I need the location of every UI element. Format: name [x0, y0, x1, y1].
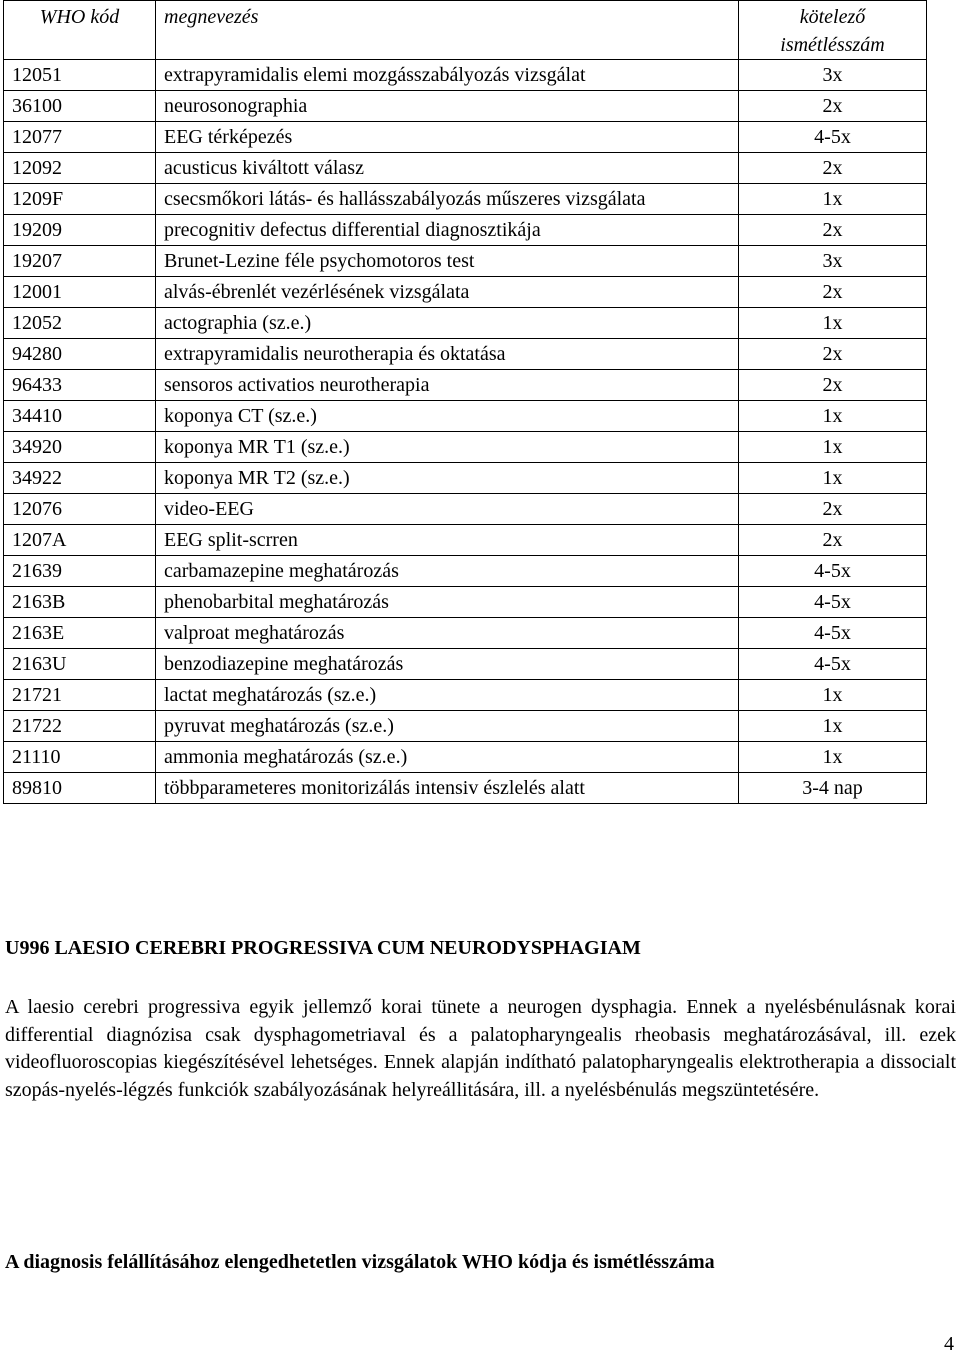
table-row [4, 680, 927, 711]
row-repeat-count: 1x [739, 401, 927, 432]
row-name: benzodiazepine meghatározás [156, 649, 739, 680]
row-repeat-count: 1x [739, 711, 927, 742]
table-row [4, 432, 927, 463]
row-name: neurosonographia [156, 91, 739, 122]
row-name: extrapyramidalis neurotherapia és oktatása [156, 339, 739, 370]
row-who-code: 12051 [4, 60, 156, 91]
table-row [4, 215, 927, 246]
row-who-code: 36100 [4, 91, 156, 122]
row-who-code: 21110 [4, 742, 156, 773]
row-repeat-count: 2x [739, 277, 927, 308]
row-name: ammonia meghatározás (sz.e.) [156, 742, 739, 773]
row-who-code: 2163B [4, 587, 156, 618]
row-repeat-count: 4-5x [739, 587, 927, 618]
table-row [4, 556, 927, 587]
row-repeat-count: 2x [739, 370, 927, 401]
row-name: többparameteres monitorizálás intensiv észlelés alatt [156, 773, 739, 804]
row-name: EEG térképezés [156, 122, 739, 153]
table-row [4, 742, 927, 773]
row-repeat-count: 1x [739, 742, 927, 773]
row-who-code: 94280 [4, 339, 156, 370]
table-row [4, 494, 927, 525]
row-who-code: 21722 [4, 711, 156, 742]
table-row [4, 60, 927, 91]
row-who-code: 12001 [4, 277, 156, 308]
row-who-code: 2163E [4, 618, 156, 649]
section-heading: U996 LAESIO CEREBRI PROGRESSIVA CUM NEURODYSPHAGIAM [5, 937, 641, 959]
who-code-table [3, 0, 927, 804]
row-name: extrapyramidalis elemi mozgásszabályozás vizsgálat [156, 60, 739, 91]
row-repeat-count: 4-5x [739, 122, 927, 153]
table-row [4, 153, 927, 184]
section-paragraph [5, 994, 956, 1104]
row-name: EEG split-scrren [156, 525, 739, 556]
row-repeat-count: 1x [739, 184, 927, 215]
header-name: megnevezés [156, 1, 739, 60]
table-row [4, 773, 927, 804]
row-who-code: 12052 [4, 308, 156, 339]
table-row [4, 339, 927, 370]
row-name: csecsmőkori látás- és hallásszabályozás műszeres vizsgálata [156, 184, 739, 215]
row-repeat-count: 2x [739, 153, 927, 184]
row-repeat-count: 4-5x [739, 649, 927, 680]
row-name: koponya CT (sz.e.) [156, 401, 739, 432]
table-header-row [4, 1, 927, 60]
table-row [4, 649, 927, 680]
row-name: phenobarbital meghatározás [156, 587, 739, 618]
row-repeat-count: 1x [739, 308, 927, 339]
row-repeat-count: 2x [739, 525, 927, 556]
row-name: sensoros activatios neurotherapia [156, 370, 739, 401]
page-number: 4 [944, 1333, 954, 1355]
row-name: Brunet-Lezine féle psychomotoros test [156, 246, 739, 277]
header-repeat-count: kötelező ismétlésszám [739, 1, 927, 60]
table-row [4, 308, 927, 339]
row-repeat-count: 1x [739, 432, 927, 463]
row-repeat-count: 3-4 nap [739, 773, 927, 804]
table-row [4, 370, 927, 401]
row-who-code: 12092 [4, 153, 156, 184]
row-who-code: 2163U [4, 649, 156, 680]
table-row [4, 618, 927, 649]
row-name: pyruvat meghatározás (sz.e.) [156, 711, 739, 742]
footer-heading: A diagnosis felállításához elengedhetetlen vizsgálatok WHO kódja és ismétlésszáma [5, 1251, 715, 1273]
row-who-code: 34920 [4, 432, 156, 463]
row-repeat-count: 4-5x [739, 618, 927, 649]
row-name: precognitiv defectus differential diagnosztikája [156, 215, 739, 246]
table-row [4, 463, 927, 494]
row-name: actographia (sz.e.) [156, 308, 739, 339]
table-row [4, 277, 927, 308]
row-name: koponya MR T2 (sz.e.) [156, 463, 739, 494]
row-repeat-count: 2x [739, 215, 927, 246]
row-name: acusticus kiváltott válasz [156, 153, 739, 184]
row-who-code: 1207A [4, 525, 156, 556]
row-name: koponya MR T1 (sz.e.) [156, 432, 739, 463]
row-repeat-count: 2x [739, 494, 927, 525]
row-repeat-count: 3x [739, 60, 927, 91]
row-repeat-count: 4-5x [739, 556, 927, 587]
row-repeat-count: 1x [739, 680, 927, 711]
table-row [4, 246, 927, 277]
row-who-code: 19207 [4, 246, 156, 277]
row-name: lactat meghatározás (sz.e.) [156, 680, 739, 711]
row-name: carbamazepine meghatározás [156, 556, 739, 587]
row-repeat-count: 2x [739, 91, 927, 122]
table-row [4, 525, 927, 556]
table-row [4, 122, 927, 153]
row-name: video-EEG [156, 494, 739, 525]
header-who-code: WHO kód [4, 1, 156, 60]
table-row [4, 587, 927, 618]
row-who-code: 34922 [4, 463, 156, 494]
row-who-code: 89810 [4, 773, 156, 804]
paragraph-text: A laesio cerebri progressiva egyik jellemző korai tünete a neurogen dysphagia. Ennek a nyelésbénulásnak korai differential diagnózisa csak dysphagometriaval és a palatopharyngealis rheobasis meghatározásával, ill. ezek videofluoroscopias kiegészítésével lehetséges. Ennek alapján indítható palatopharyngealis elektrotherapia a dissocialt szopás-nyelés-légzés funkciók szabályozásának helyreállitására, ill. a nyelésbénulás megszüntetésére. [5, 996, 956, 1101]
row-who-code: 21639 [4, 556, 156, 587]
row-who-code: 19209 [4, 215, 156, 246]
table-row [4, 401, 927, 432]
row-repeat-count: 1x [739, 463, 927, 494]
row-who-code: 96433 [4, 370, 156, 401]
row-who-code: 21721 [4, 680, 156, 711]
row-repeat-count: 2x [739, 339, 927, 370]
row-repeat-count: 3x [739, 246, 927, 277]
row-name: alvás-ébrenlét vezérlésének vizsgálata [156, 277, 739, 308]
row-who-code: 12077 [4, 122, 156, 153]
row-who-code: 12076 [4, 494, 156, 525]
table-row [4, 91, 927, 122]
table-row [4, 184, 927, 215]
table-row [4, 711, 927, 742]
row-who-code: 1209F [4, 184, 156, 215]
row-name: valproat meghatározás [156, 618, 739, 649]
row-who-code: 34410 [4, 401, 156, 432]
